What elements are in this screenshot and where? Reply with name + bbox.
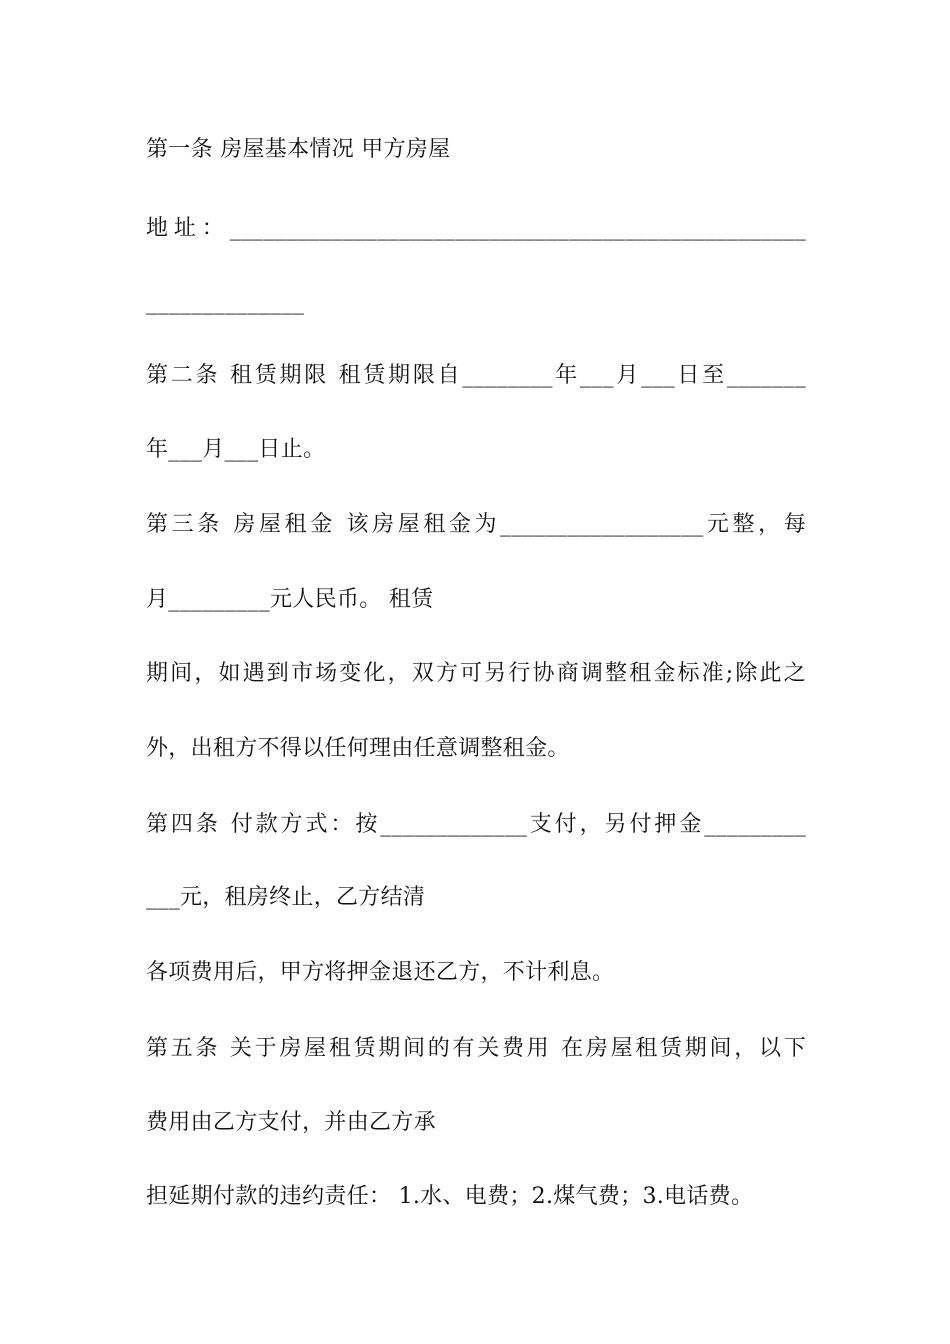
line-article-1-title: 第一条 房屋基本情况 甲方房屋 bbox=[146, 137, 451, 162]
line-expense-items: 担延期付款的违约责任： 1.水、电费；2.煤气费；3.电话费。 bbox=[146, 1184, 754, 1209]
line-monthly-rent: 月_________元人民币。 租赁 bbox=[146, 587, 434, 612]
line-address: 地址：___________________________________________________ bbox=[146, 216, 806, 241]
line-article-5-expenses: 第五条 关于房屋租赁期间的有关费用 在房屋租赁期间，以下 bbox=[146, 1036, 806, 1061]
line-deposit-refund: 各项费用后，甲方将押金退还乙方，不计利息。 bbox=[146, 960, 615, 985]
line-article-4-payment: 第四条 付款方式：按_____________支付，另付押金_________ bbox=[146, 812, 806, 837]
line-deposit: ___元，租房终止，乙方结清 bbox=[146, 885, 426, 910]
line-address-continued: ______________ bbox=[146, 290, 305, 315]
line-expenses-continued: 费用由乙方支付，并由乙方承 bbox=[146, 1110, 436, 1135]
line-article-2-lease-term: 第二条 租赁期限 租赁期限自________年___月___日至_______ bbox=[146, 363, 806, 388]
line-rent-adjustment-end: 外，出租方不得以任何理由任意调整租金。 bbox=[146, 736, 570, 761]
line-article-3-rent: 第三条 房屋租金 该房屋租金为__________________元整，每 bbox=[146, 512, 806, 537]
line-rent-adjustment: 期间，如遇到市场变化，双方可另行协商调整租金标准;除此之 bbox=[146, 661, 806, 686]
line-lease-term-end: 年___月___日止。 bbox=[146, 437, 326, 462]
